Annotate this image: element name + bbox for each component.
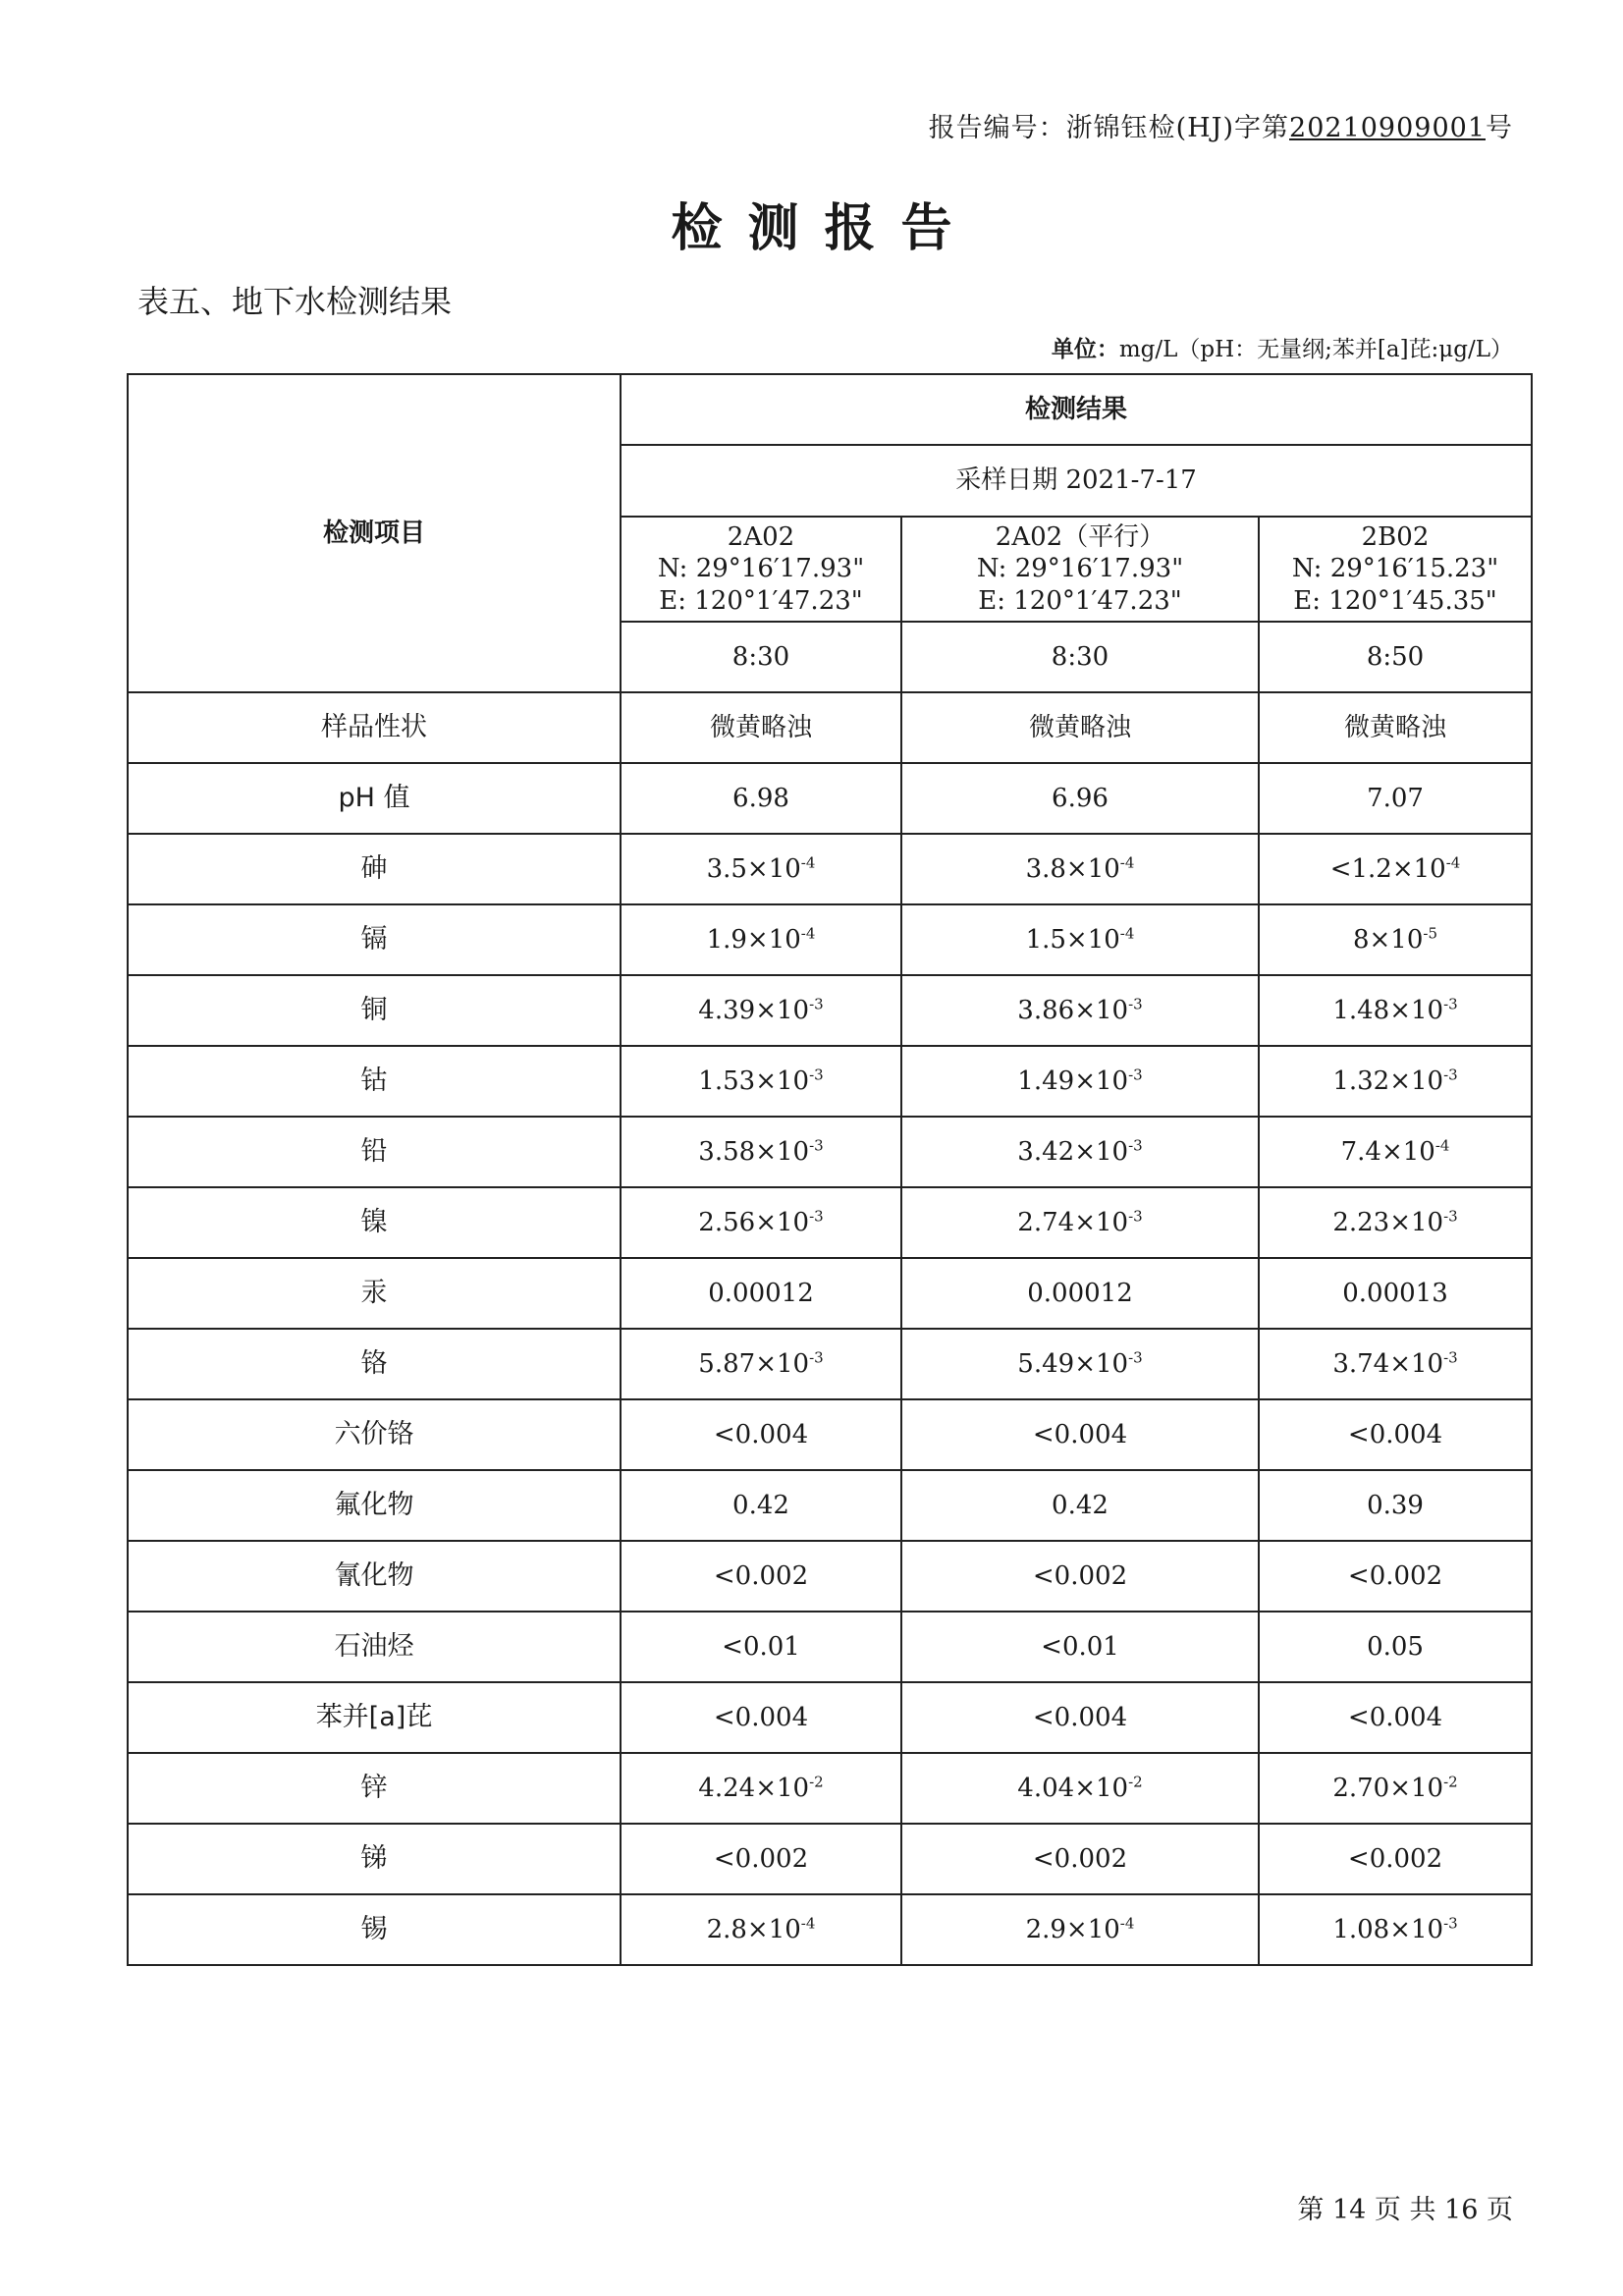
value-exponent: -3 — [809, 995, 824, 1013]
value-exponent: -4 — [1119, 853, 1135, 872]
value-exponent: -3 — [1128, 995, 1143, 1013]
value-mantissa: 0.00012 — [1027, 1278, 1133, 1308]
value-mantissa: 微黄略浊 — [709, 712, 812, 742]
value-mantissa: 7.4×10 — [1340, 1136, 1435, 1167]
value-exponent: -4 — [1119, 1914, 1135, 1933]
value-exponent: -3 — [1128, 1348, 1143, 1367]
result-value — [621, 1682, 901, 1753]
value-exponent: -2 — [1128, 1773, 1143, 1791]
result-value — [1259, 1399, 1532, 1470]
result-value — [901, 1612, 1259, 1682]
result-value — [901, 692, 1259, 763]
value-mantissa: 1.08×10 — [1332, 1914, 1444, 1944]
value-exponent: -4 — [1119, 924, 1135, 943]
results-header: 检测结果 — [621, 374, 1532, 445]
value-mantissa: 7.07 — [1367, 783, 1424, 813]
result-value — [621, 1753, 901, 1824]
site-id: 2A02（平行） — [995, 521, 1165, 552]
result-value — [621, 904, 901, 975]
result-value — [1259, 1682, 1532, 1753]
result-value — [621, 1046, 901, 1117]
report-number-value: 20210909001 — [1289, 113, 1486, 143]
value-mantissa: 3.86×10 — [1017, 995, 1129, 1025]
table-row — [128, 1046, 1532, 1117]
result-value — [901, 1399, 1259, 1470]
value-mantissa: 5.49×10 — [1017, 1348, 1129, 1379]
result-value — [1259, 1117, 1532, 1187]
value-mantissa: 3.42×10 — [1017, 1136, 1129, 1167]
table-row — [128, 1894, 1532, 1965]
table-row — [128, 1470, 1532, 1541]
value-mantissa: <0.004 — [1347, 1419, 1443, 1449]
item-name: 石油烃 — [128, 1612, 621, 1682]
table-row — [128, 1258, 1532, 1329]
value-mantissa: <1.2×10 — [1329, 853, 1446, 884]
table-row — [128, 763, 1532, 834]
result-value — [1259, 975, 1532, 1046]
site-e: E: 120°1′47.23" — [978, 585, 1182, 616]
value-mantissa: 3.5×10 — [706, 853, 801, 884]
value-exponent: -3 — [1128, 1136, 1143, 1155]
result-value — [621, 1612, 901, 1682]
table-row — [128, 1187, 1532, 1258]
item-name: 铬 — [128, 1329, 621, 1399]
result-value — [901, 1894, 1259, 1965]
unit-note — [1052, 331, 1513, 363]
item-name: pH 值 — [128, 763, 621, 834]
value-exponent: -3 — [809, 1136, 824, 1155]
value-mantissa: 0.42 — [1052, 1490, 1109, 1520]
result-value — [1259, 1894, 1532, 1965]
value-mantissa: 2.56×10 — [698, 1207, 810, 1237]
value-mantissa: <0.002 — [713, 1843, 809, 1874]
value-mantissa: 2.74×10 — [1017, 1207, 1129, 1237]
table-row — [128, 1682, 1532, 1753]
result-value — [901, 1117, 1259, 1187]
value-mantissa: <0.002 — [713, 1560, 809, 1591]
result-value — [621, 1541, 901, 1612]
table-row — [128, 904, 1532, 975]
site-id: 2A02 — [727, 521, 795, 552]
result-value — [621, 1258, 901, 1329]
page-number: 第 14 页 共 16 页 — [1297, 2195, 1513, 2225]
result-value — [1259, 904, 1532, 975]
result-value — [1259, 1258, 1532, 1329]
site-n: N: 29°16′17.93" — [976, 554, 1184, 584]
result-value — [621, 1824, 901, 1894]
sampling-time: 8:50 — [1259, 622, 1532, 692]
table-row — [128, 1753, 1532, 1824]
site-header — [901, 517, 1259, 622]
result-value — [1259, 763, 1532, 834]
value-exponent: -2 — [809, 1773, 824, 1791]
result-value — [901, 1329, 1259, 1399]
result-value — [621, 1894, 901, 1965]
unit-text: mg/L（pH：无量纲;苯并[a]芘:μg/L） — [1118, 337, 1513, 362]
item-header: 检测项目 — [128, 374, 621, 692]
value-mantissa: <0.002 — [1032, 1843, 1128, 1874]
value-mantissa: 8×10 — [1352, 924, 1424, 955]
result-value — [621, 1399, 901, 1470]
table-row — [128, 692, 1532, 763]
value-mantissa: 1.49×10 — [1017, 1066, 1129, 1096]
page-title: 检测报告 — [671, 199, 978, 258]
result-value — [1259, 1187, 1532, 1258]
value-exponent: -2 — [1443, 1773, 1458, 1791]
table-row — [128, 1824, 1532, 1894]
result-value — [621, 763, 901, 834]
item-name: 氰化物 — [128, 1541, 621, 1612]
result-value — [621, 1187, 901, 1258]
result-value — [1259, 1046, 1532, 1117]
result-value — [1259, 1541, 1532, 1612]
table-row — [128, 1117, 1532, 1187]
item-name: 砷 — [128, 834, 621, 904]
sampling-time: 8:30 — [901, 622, 1259, 692]
value-exponent: -4 — [1434, 1136, 1450, 1155]
result-value — [621, 1470, 901, 1541]
item-name: 镉 — [128, 904, 621, 975]
result-value — [901, 1824, 1259, 1894]
item-name: 铅 — [128, 1117, 621, 1187]
value-mantissa: <0.01 — [722, 1631, 800, 1662]
value-mantissa: <0.002 — [1347, 1560, 1443, 1591]
value-mantissa: 5.87×10 — [698, 1348, 810, 1379]
value-mantissa: 1.53×10 — [698, 1066, 810, 1096]
result-value — [901, 1753, 1259, 1824]
value-exponent: -4 — [800, 853, 816, 872]
item-name: 锑 — [128, 1824, 621, 1894]
sampling-date: 采样日期 2021-7-17 — [621, 445, 1532, 517]
value-mantissa: 0.00013 — [1342, 1278, 1448, 1308]
value-exponent: -3 — [1443, 1914, 1458, 1933]
value-mantissa: 3.74×10 — [1332, 1348, 1444, 1379]
result-value — [901, 763, 1259, 834]
value-mantissa: <0.004 — [713, 1702, 809, 1732]
value-exponent: -3 — [1128, 1207, 1143, 1226]
value-exponent: -4 — [1445, 853, 1461, 872]
value-mantissa: 1.48×10 — [1332, 995, 1444, 1025]
value-mantissa: <0.004 — [1032, 1702, 1128, 1732]
result-value — [1259, 1470, 1532, 1541]
value-mantissa: 2.70×10 — [1332, 1773, 1444, 1803]
value-mantissa: <0.002 — [1347, 1843, 1443, 1874]
value-mantissa: 6.98 — [732, 783, 789, 813]
result-value — [901, 1541, 1259, 1612]
value-exponent: -3 — [1128, 1066, 1143, 1084]
value-mantissa: 6.96 — [1052, 783, 1109, 813]
table-title: 表五、地下水检测结果 — [137, 283, 453, 320]
item-name: 氟化物 — [128, 1470, 621, 1541]
item-name: 苯并[a]芘 — [128, 1682, 621, 1753]
result-value — [901, 1046, 1259, 1117]
result-value — [901, 1187, 1259, 1258]
result-value — [901, 1682, 1259, 1753]
site-id: 2B02 — [1361, 521, 1430, 552]
site-n: N: 29°16′15.23" — [1291, 554, 1499, 584]
site-e: E: 120°1′47.23" — [659, 585, 863, 616]
value-exponent: -3 — [1443, 1207, 1458, 1226]
value-mantissa: 1.5×10 — [1025, 924, 1120, 955]
value-mantissa: 微黄略浊 — [1344, 712, 1447, 742]
item-name: 六价铬 — [128, 1399, 621, 1470]
value-exponent: -5 — [1423, 924, 1438, 943]
item-name: 铜 — [128, 975, 621, 1046]
item-name: 锡 — [128, 1894, 621, 1965]
value-mantissa: 0.05 — [1367, 1631, 1424, 1662]
result-value — [621, 1117, 901, 1187]
item-name: 锌 — [128, 1753, 621, 1824]
value-mantissa: 2.23×10 — [1332, 1207, 1444, 1237]
value-exponent: -3 — [1443, 1348, 1458, 1367]
value-mantissa: <0.002 — [1032, 1560, 1128, 1591]
site-header — [621, 517, 901, 622]
value-mantissa: 1.32×10 — [1332, 1066, 1444, 1096]
item-name: 镍 — [128, 1187, 621, 1258]
table-row — [128, 1541, 1532, 1612]
item-name: 样品性状 — [128, 692, 621, 763]
report-number — [929, 106, 1513, 144]
result-value — [621, 834, 901, 904]
result-value — [1259, 1753, 1532, 1824]
result-value — [1259, 1329, 1532, 1399]
result-value — [1259, 692, 1532, 763]
value-exponent: -4 — [800, 1914, 816, 1933]
value-exponent: -3 — [1443, 995, 1458, 1013]
table-row — [128, 834, 1532, 904]
result-value — [621, 692, 901, 763]
result-value — [901, 1470, 1259, 1541]
value-mantissa: 2.8×10 — [706, 1914, 801, 1944]
value-mantissa: 4.24×10 — [698, 1773, 810, 1803]
value-exponent: -3 — [809, 1066, 824, 1084]
value-exponent: -3 — [809, 1207, 824, 1226]
report-number-suffix: 号 — [1486, 113, 1513, 143]
value-exponent: -4 — [800, 924, 816, 943]
value-mantissa: 0.00012 — [708, 1278, 814, 1308]
value-mantissa: 4.04×10 — [1017, 1773, 1129, 1803]
site-header — [1259, 517, 1532, 622]
value-mantissa: 2.9×10 — [1025, 1914, 1120, 1944]
result-value — [621, 1329, 901, 1399]
site-e: E: 120°1′45.35" — [1293, 585, 1497, 616]
value-mantissa: 0.42 — [732, 1490, 789, 1520]
result-value — [1259, 1612, 1532, 1682]
value-mantissa: 1.9×10 — [706, 924, 801, 955]
value-mantissa: 3.58×10 — [698, 1136, 810, 1167]
table-row — [128, 1329, 1532, 1399]
table-row — [128, 1612, 1532, 1682]
table-row — [128, 975, 1532, 1046]
result-value — [901, 1258, 1259, 1329]
value-mantissa: <0.004 — [1347, 1702, 1443, 1732]
table-row — [128, 1399, 1532, 1470]
value-exponent: -3 — [1443, 1066, 1458, 1084]
item-name: 钴 — [128, 1046, 621, 1117]
sampling-time: 8:30 — [621, 622, 901, 692]
result-value — [1259, 1824, 1532, 1894]
value-exponent: -3 — [809, 1348, 824, 1367]
value-mantissa: <0.004 — [1032, 1419, 1128, 1449]
site-n: N: 29°16′17.93" — [657, 554, 865, 584]
unit-label: 单位： — [1051, 337, 1119, 362]
results-table — [127, 373, 1533, 1966]
value-mantissa: 3.8×10 — [1025, 853, 1120, 884]
value-mantissa: 微黄略浊 — [1028, 712, 1131, 742]
value-mantissa: <0.01 — [1041, 1631, 1119, 1662]
value-mantissa: 0.39 — [1367, 1490, 1424, 1520]
result-value — [1259, 834, 1532, 904]
result-value — [901, 975, 1259, 1046]
report-number-label: 报告编号：浙锦钰检(HJ)字第 — [928, 113, 1290, 143]
result-value — [901, 904, 1259, 975]
item-name: 汞 — [128, 1258, 621, 1329]
result-value — [621, 975, 901, 1046]
value-mantissa: <0.004 — [713, 1419, 809, 1449]
result-value — [901, 834, 1259, 904]
value-mantissa: 4.39×10 — [698, 995, 810, 1025]
